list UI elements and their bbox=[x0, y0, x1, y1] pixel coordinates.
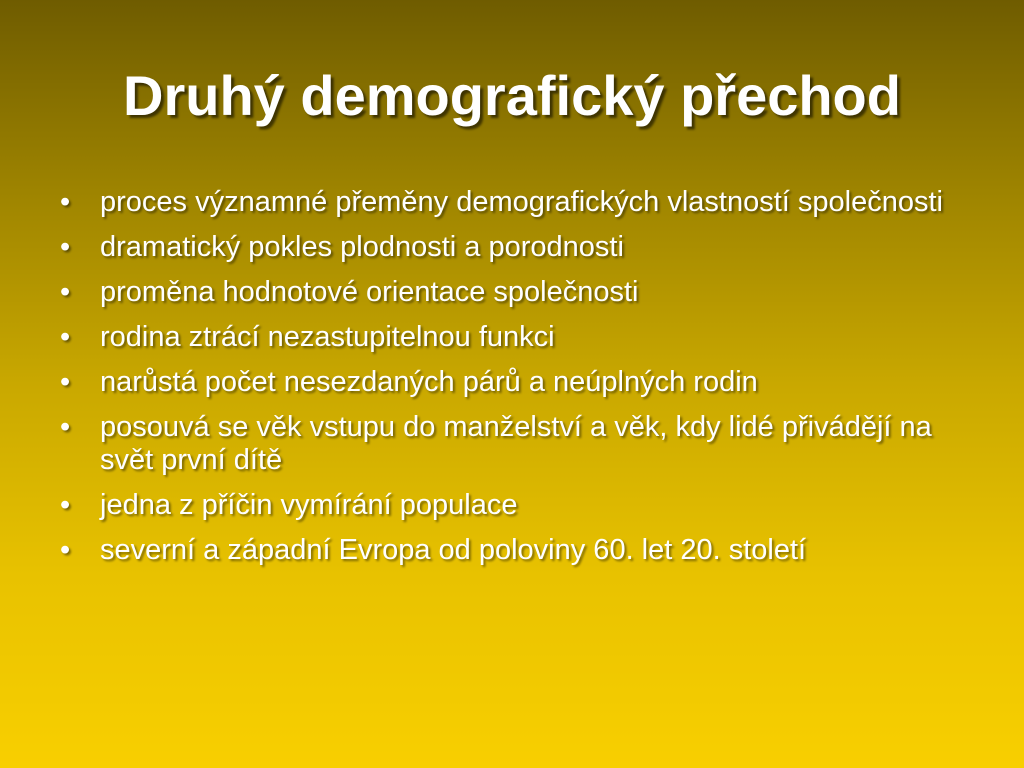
bullet-icon: • bbox=[60, 366, 71, 398]
bullet-item bbox=[58, 411, 958, 477]
bullet-text: rodina ztrácí nezastupitelnou funkci bbox=[100, 321, 555, 353]
bullet-icon: • bbox=[60, 231, 71, 263]
bullet-text: severní a západní Evropa od poloviny 60. let 20. století bbox=[100, 534, 807, 566]
bullet-icon: • bbox=[60, 411, 71, 443]
bullet-text: jedna z příčin vymírání populace bbox=[100, 489, 518, 521]
bullet-icon: • bbox=[60, 534, 71, 566]
bullet-item bbox=[58, 231, 958, 264]
bullet-item bbox=[58, 534, 958, 567]
slide-title: Druhý demografický přechod bbox=[123, 64, 901, 127]
bullet-text: narůstá počet nesezdaných párů a neúplných rodin bbox=[100, 366, 758, 398]
bullet-text: posouvá se věk vstupu do manželství a věk, kdy lidé přivádějí na svět první dítě bbox=[100, 411, 932, 476]
bullet-icon: • bbox=[60, 276, 71, 308]
bullet-icon: • bbox=[60, 186, 71, 218]
bullet-item bbox=[58, 321, 958, 354]
bullet-text: dramatický pokles plodnosti a porodnosti bbox=[100, 231, 624, 263]
bullet-text: proces významné přeměny demografických vlastností společnosti bbox=[100, 186, 943, 218]
bullet-item bbox=[58, 186, 958, 219]
bullet-icon: • bbox=[60, 321, 71, 353]
bullet-item bbox=[58, 489, 958, 522]
bullet-list bbox=[58, 186, 958, 579]
bullet-text: proměna hodnotové orientace společnosti bbox=[100, 276, 639, 308]
bullet-item bbox=[58, 276, 958, 309]
bullet-item bbox=[58, 366, 958, 399]
bullet-icon: • bbox=[60, 489, 71, 521]
